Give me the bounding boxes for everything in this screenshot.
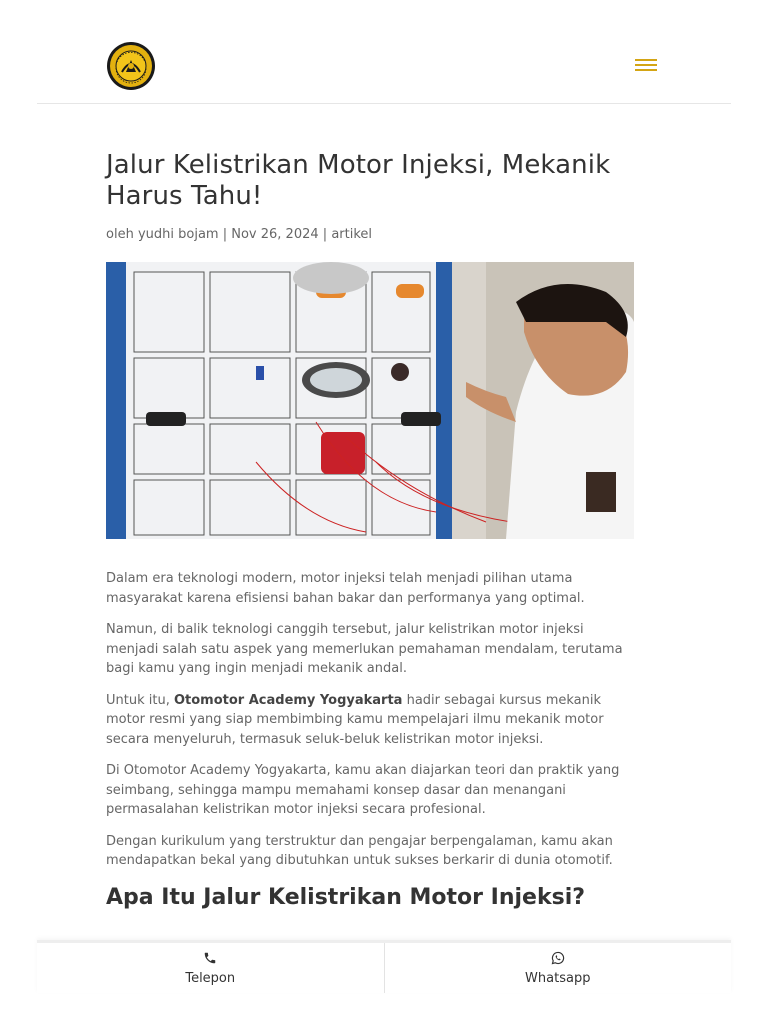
academy-name: Otomotor Academy Yogyakarta [173, 692, 403, 708]
phone-icon [203, 951, 217, 965]
phone-button[interactable] [37, 943, 384, 993]
author-link[interactable]: yudhi bojam [137, 227, 219, 242]
whatsapp-label: Whatsapp [525, 970, 591, 986]
hero-image [106, 262, 634, 539]
text-span: hadir sebagai kursus mekanik motor resmi yang siap membimbing kamu mempelajari ilmu mekanik motor secara menyeluruh, termasuk seluk-beluk kelistrikan motor injeksi. [106, 692, 604, 747]
paragraph: Namun, di balik teknologi canggih tersebut, jalur kelistrikan motor injeksi menjadi salah satu aspek yang memerlukan pemahaman mendalam, terutama bagi kamu yang ingin menjadi mekanik andal. [106, 622, 623, 676]
article [106, 150, 634, 913]
meta-separator: | [222, 227, 228, 242]
article-title: Jalur Kelistrikan Motor Injeksi, Mekanik Harus Tahu! [106, 150, 611, 211]
meta-by: oleh [106, 227, 134, 242]
article-body [106, 569, 634, 913]
hamburger-menu-icon[interactable] [635, 56, 657, 74]
post-meta [106, 226, 634, 244]
paragraph: Dalam era teknologi modern, motor injeksi telah menjadi pilihan utama masyarakat karena efisiensi bahan bakar dan performanya yang optimal. [106, 571, 585, 606]
otomotor-academy-logo[interactable] [107, 42, 155, 90]
paragraph [106, 691, 634, 750]
site-header [37, 0, 731, 104]
whatsapp-button[interactable] [384, 943, 732, 993]
section-heading: Apa Itu Jalur Kelistrikan Motor Injeksi? [106, 884, 585, 910]
whatsapp-icon [551, 951, 565, 965]
sticky-contact-bar [37, 940, 731, 993]
phone-label: Telepon [185, 970, 236, 986]
text-span: Untuk itu, [106, 692, 174, 708]
post-date: Nov 26, 2024 [231, 227, 319, 242]
paragraph: Dengan kurikulum yang terstruktur dan pengajar berpengalaman, kamu akan mendapatkan bekal yang dibutuhkan untuk sukses berkarir di dunia otomotif. [106, 833, 613, 868]
meta-separator: | [322, 227, 328, 242]
paragraph: Di Otomotor Academy Yogyakarta, kamu akan diajarkan teori dan praktik yang seimbang, sehingga mampu memahami konsep dasar dan menangani permasalahan kelistrikan motor injeksi secara profesional. [106, 763, 620, 817]
category-link[interactable]: artikel [331, 227, 373, 242]
